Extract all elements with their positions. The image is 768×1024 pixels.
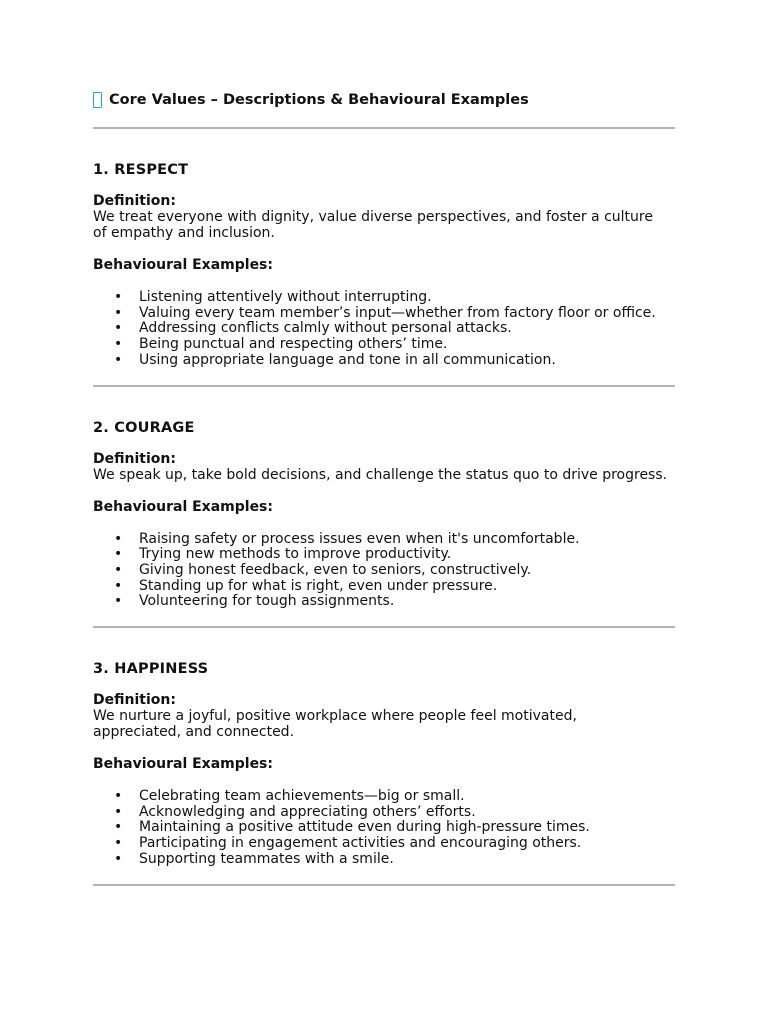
definition-label: Definition: xyxy=(93,692,176,709)
list-item xyxy=(93,353,675,369)
list-item xyxy=(93,820,675,836)
bullet: • xyxy=(114,289,123,305)
section-courage xyxy=(93,418,675,629)
section-divider xyxy=(93,626,675,628)
document-title: Core Values – Descriptions & Behavioural Examples xyxy=(109,92,529,108)
bullet: • xyxy=(114,593,123,610)
definition-text: We speak up, take bold decisions, and challenge the status quo to drive progress. xyxy=(93,466,668,483)
example-text: Giving honest feedback, even to seniors, constructively. xyxy=(139,561,532,578)
example-text: Participating in engagement activities and encouraging others. xyxy=(139,835,582,852)
list-item xyxy=(93,321,675,337)
section-respect xyxy=(93,160,675,387)
bullet: • xyxy=(114,351,123,368)
bullet: • xyxy=(114,320,123,337)
example-text: Supporting teammates with a smile. xyxy=(139,850,394,867)
list-item xyxy=(93,594,675,610)
example-text: Being punctual and respecting others’ time. xyxy=(139,336,448,353)
document-page xyxy=(93,88,675,886)
section-divider xyxy=(93,884,675,886)
definition-text: We nurture a joyful, positive workplace where people feel motivated, appreciated, and connected. xyxy=(93,708,577,741)
example-text: Addressing conflicts calmly without personal attacks. xyxy=(139,320,512,337)
bullet: • xyxy=(114,803,123,820)
examples-list xyxy=(93,789,675,868)
section-heading: 2. COURAGE xyxy=(93,419,195,436)
bullet: • xyxy=(114,850,123,867)
list-item xyxy=(93,789,675,805)
examples-label: Behavioural Examples: xyxy=(93,756,273,773)
bullet: • xyxy=(114,561,123,578)
definition-text: We treat everyone with dignity, value diverse perspectives, and foster a culture of empathy and inclusion. xyxy=(93,209,653,241)
title-divider xyxy=(93,127,675,129)
bullet: • xyxy=(114,819,123,836)
bullet: • xyxy=(114,788,123,805)
examples-label: Behavioural Examples: xyxy=(93,498,273,515)
example-text: Maintaining a positive attitude even during high-pressure times. xyxy=(139,819,590,836)
example-text: Listening attentively without interrupting. xyxy=(139,289,432,305)
section-divider xyxy=(93,385,675,387)
section-happiness xyxy=(93,659,675,886)
list-item xyxy=(93,547,675,563)
example-text: Acknowledging and appreciating others’ efforts. xyxy=(139,803,476,820)
example-text: Trying new methods to improve productivity. xyxy=(139,546,452,563)
definition-label: Definition: xyxy=(93,193,176,209)
list-item xyxy=(93,532,675,548)
examples-list xyxy=(93,532,675,611)
bullet: • xyxy=(114,530,123,547)
list-item xyxy=(93,337,675,353)
example-text: Standing up for what is right, even under pressure. xyxy=(139,577,498,594)
list-item xyxy=(93,306,675,322)
empty-box-glyph-icon xyxy=(93,92,102,108)
examples-label: Behavioural Examples: xyxy=(93,257,273,273)
bullet: • xyxy=(114,577,123,594)
section-heading: 1. RESPECT xyxy=(93,162,189,178)
list-item xyxy=(93,563,675,579)
document-title-row xyxy=(93,88,675,112)
list-item xyxy=(93,579,675,595)
bullet: • xyxy=(114,336,123,353)
example-text: Using appropriate language and tone in all communication. xyxy=(139,351,556,368)
list-item xyxy=(93,290,675,306)
bullet: • xyxy=(114,835,123,852)
definition-label: Definition: xyxy=(93,450,176,467)
example-text: Raising safety or process issues even when it's uncomfortable. xyxy=(139,530,580,547)
example-text: Valuing every team member’s input—whether from factory floor or office. xyxy=(139,304,656,321)
example-text: Volunteering for tough assignments. xyxy=(139,593,395,610)
example-text: Celebrating team achievements—big or small. xyxy=(139,788,465,805)
list-item xyxy=(93,852,675,868)
section-heading: 3. HAPPINESS xyxy=(93,661,209,678)
bullet: • xyxy=(114,546,123,563)
examples-list xyxy=(93,290,675,369)
list-item xyxy=(93,805,675,821)
bullet: • xyxy=(114,304,123,321)
list-item xyxy=(93,836,675,852)
